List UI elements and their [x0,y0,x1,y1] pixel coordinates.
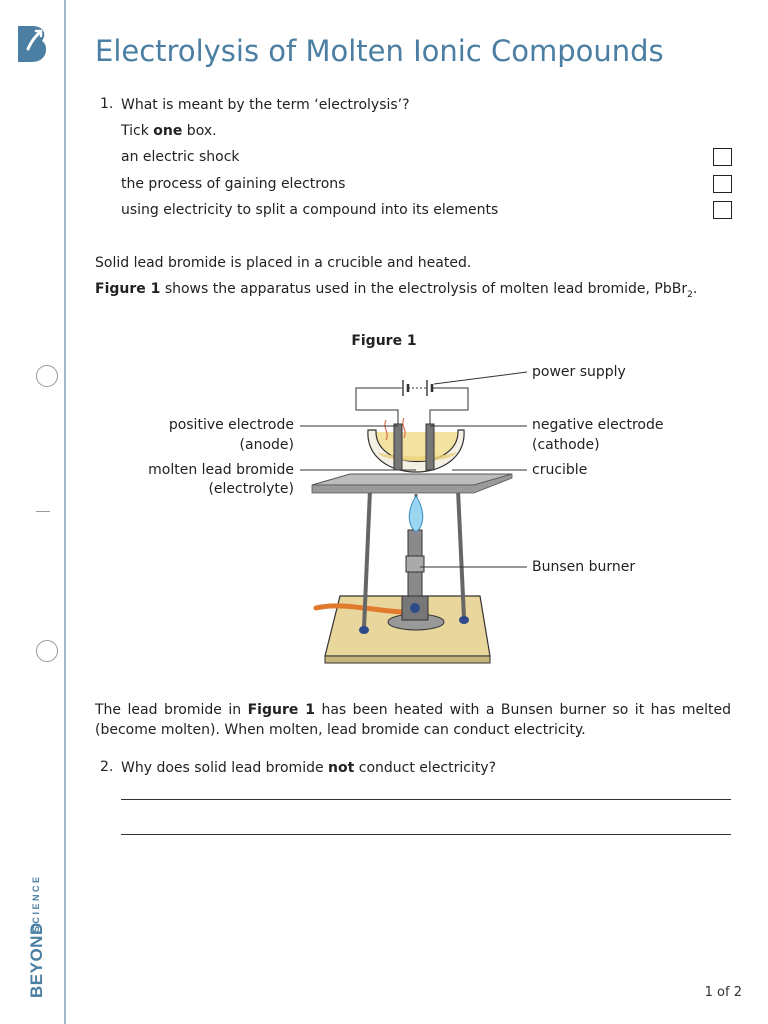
brand-word: BEYOND [27,922,46,998]
option-label: using electricity to split a compound into its elements [121,202,499,218]
beyond-logo-icon [14,22,52,66]
option-checkbox[interactable] [713,201,732,219]
intro-line-2: Figure 1 shows the apparatus used in the electrolysis of molten lead bromide, PbBr$_2$. [95,281,698,300]
brand-sub: SCIENCE [31,874,41,932]
margin-line [64,0,66,1024]
punch-hole-top [36,365,58,387]
question-1-text: What is meant by the term ‘electrolysis’? [121,97,410,113]
label-anode: (anode) [239,437,294,453]
answer-line[interactable] [121,834,731,835]
option-checkbox[interactable] [713,148,732,166]
intro-line-1: Solid lead bromide is placed in a crucible and heated. [95,255,472,271]
answer-line[interactable] [121,799,731,800]
label-power-supply: power supply [532,364,626,380]
question-2-text: Why does solid lead bromide not conduct electricity? [121,760,497,776]
option-label: an electric shock [121,149,240,165]
label-positive-electrode: positive electrode [168,417,294,433]
option-label: the process of gaining electrons [121,176,346,192]
page-title: Electrolysis of Molten Ionic Compounds [95,34,664,68]
beyond-science-brand [8,840,58,1000]
question-1-instruction: Tick one box. [121,123,217,139]
question-2-number: 2. [100,759,114,775]
label-cathode: (cathode) [532,437,600,453]
label-bunsen-burner: Bunsen burner [532,559,636,575]
instruction-emphasis: one [153,123,183,139]
label-molten-lead-bromide: molten lead bromide [148,462,294,478]
fold-mark [36,511,50,512]
page-number: 1 of 2 [704,985,742,1000]
label-electrolyte: (electrolyte) [208,481,294,497]
option-checkbox[interactable] [713,175,732,193]
punch-hole-bottom [36,640,58,662]
figure-title: Figure 1 [351,333,417,349]
question-1-number: 1. [100,96,114,112]
label-negative-electrode: negative electrode [532,417,664,433]
label-crucible: crucible [532,462,588,478]
explanation-paragraph: The lead bromide in Figure 1 has been heated with a Bunsen burner so it has melted (become molten). When molten, lead bromide can conduct electricity. [95,702,731,738]
electrolysis-apparatus-diagram [140,360,660,670]
